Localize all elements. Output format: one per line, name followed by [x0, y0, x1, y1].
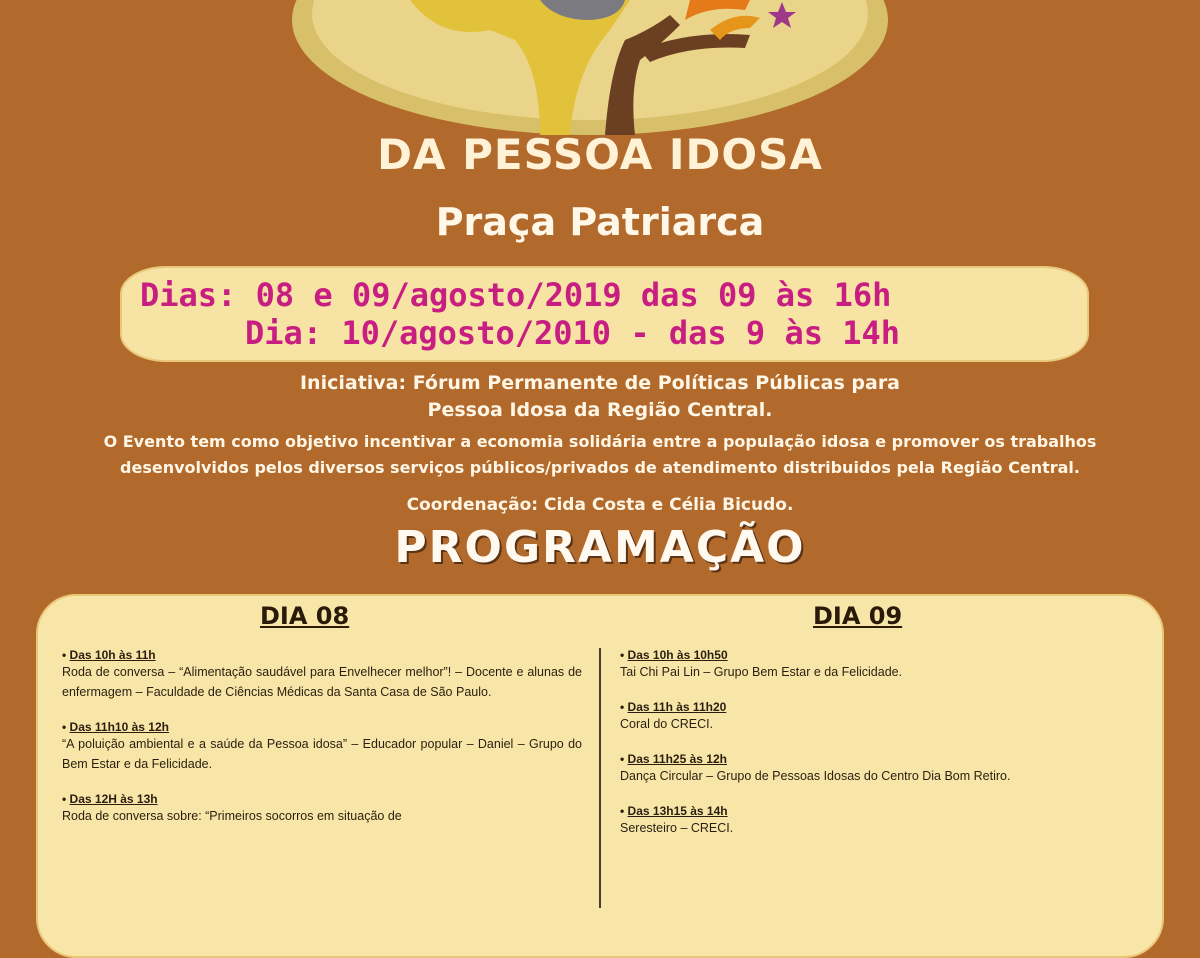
schedule-item [62, 792, 582, 826]
schedule-time: • Das 11h10 às 12h [62, 720, 582, 734]
schedule-item [620, 804, 1145, 838]
program-title: PROGRAMAÇÃO [394, 522, 806, 573]
objective-line-1: O Evento tem como objetivo incentivar a economia solidária entre a população idosa e promover os trabalhos [103, 432, 1097, 451]
schedule-description: Roda de conversa sobre: “Primeiros socorros em situação de [62, 809, 402, 823]
schedule-item [62, 720, 582, 774]
day-08-schedule [62, 648, 582, 844]
schedule-time: • Das 11h às 11h20 [620, 700, 1145, 714]
event-subtitle: DA PESSOA IDOSA [377, 130, 823, 179]
event-logo [0, 0, 1200, 140]
schedule-time: • Das 13h15 às 14h [620, 804, 1145, 818]
schedule-item [62, 648, 582, 702]
event-place: Praça Patriarca [435, 200, 765, 244]
day-09-heading: DIA 09 [813, 602, 903, 630]
initiative-line-2: Pessoa Idosa da Região Central. [427, 399, 773, 421]
schedule-time: • Das 10h às 11h [62, 648, 582, 662]
schedule-time: • Das 12H às 13h [62, 792, 582, 806]
day-09-schedule [620, 648, 1145, 856]
column-divider [599, 648, 601, 908]
dates-line-2: Dia: 10/agosto/2010 - das 9 às 14h [245, 314, 901, 352]
schedule-description: Seresteiro – CRECI. [620, 821, 734, 835]
initiative-line-1: Iniciativa: Fórum Permanente de Políticas Públicas para [299, 372, 901, 394]
coordination-text: Coordenação: Cida Costa e Célia Bicudo. [406, 495, 794, 515]
schedule-description: Dança Circular – Grupo de Pessoas Idosas do Centro Dia Bom Retiro. [620, 769, 1011, 783]
schedule-description: Roda de conversa – “Alimentação saudável para Envelhecer melhor”! – Docente e alunas de enfermagem – Faculdade de Ciências Médicas da Santa Casa de São Paulo. [62, 665, 582, 699]
objective-line-2: desenvolvidos pelos diversos serviços públicos/privados de atendimento distribuidos pela Região Central. [120, 458, 1080, 477]
schedule-description: Tai Chi Pai Lin – Grupo Bem Estar e da Felicidade. [620, 665, 903, 679]
schedule-item [620, 700, 1145, 734]
day-08-heading: DIA 08 [260, 602, 350, 630]
schedule-description: Coral do CRECI. [620, 717, 714, 731]
schedule-item [620, 752, 1145, 786]
schedule-item [620, 648, 1145, 682]
dates-line-1: Dias: 08 e 09/agosto/2019 das 09 às 16h [140, 276, 892, 314]
schedule-time: • Das 11h25 às 12h [620, 752, 1145, 766]
schedule-description: “A poluição ambiental e a saúde da Pessoa idosa” – Educador popular – Daniel – Grupo do Bem Estar e da Felicidade. [62, 737, 582, 771]
schedule-time: • Das 10h às 10h50 [620, 648, 1145, 662]
